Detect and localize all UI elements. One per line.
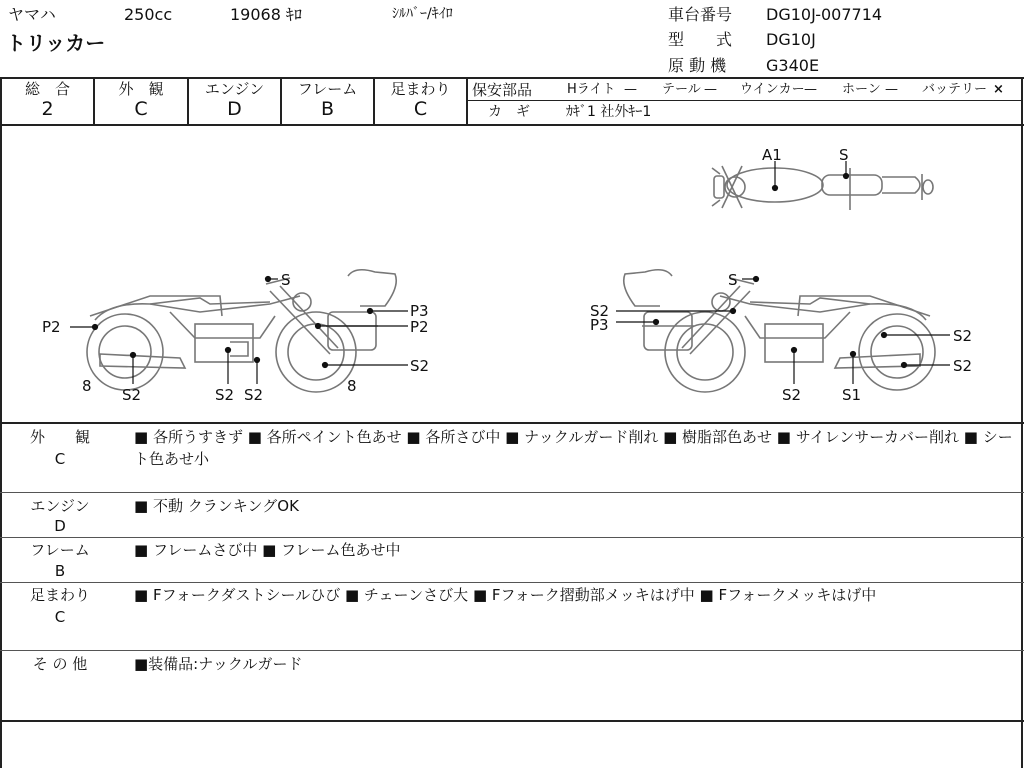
displacement: 250cc <box>124 5 173 24</box>
divider <box>0 582 1024 583</box>
mark-label: S2 <box>953 357 973 375</box>
section-text: ■ フレームさび中 ■ フレーム色あせ中 <box>134 541 401 559</box>
frame-no: DG10J-007714 <box>766 5 883 24</box>
grade-label-exterior: 外 観 <box>118 80 164 98</box>
grade-label-suspension: 足まわり <box>390 80 451 98</box>
engine: G340E <box>766 56 820 75</box>
section-label: エンジン <box>30 497 90 515</box>
section-grade: C <box>54 450 66 468</box>
safety-item-mark: — <box>885 82 898 97</box>
mileage: 19068 ｷﾛ <box>230 5 302 24</box>
engine-label: 原 動 機 <box>668 56 727 75</box>
model-code: DG10J <box>766 30 816 49</box>
mark-label: S2 <box>782 386 802 404</box>
section-text: ■ 不動 クランキングOK <box>134 497 299 515</box>
bike-right-view <box>624 270 935 392</box>
mark-label: P3 <box>410 302 429 320</box>
safety-item-name: ウインカー <box>740 82 805 97</box>
section-text: ■ Fフォークダストシールひび ■ チェーンさび大 ■ Fフォーク摺動部メッキはげ中 ■ Fフォークメッキはげ中 <box>134 586 877 604</box>
key-value: ｶｷﾞ1 社外ｷｰ1 <box>566 104 652 120</box>
damage-diagram <box>0 126 1024 422</box>
safety-item-name: Hライト <box>567 82 616 97</box>
section-label: フレーム <box>30 541 90 559</box>
section-grade: D <box>54 517 66 535</box>
mark-label: S2 <box>215 386 235 404</box>
mark-label: S2 <box>590 302 610 320</box>
safety-item-mark: × <box>993 82 1004 97</box>
divider <box>466 100 1022 101</box>
mark-label: S <box>728 271 738 289</box>
mark-label: S <box>281 271 291 289</box>
divider <box>0 492 1024 493</box>
frame-no-label: 車台番号 <box>668 5 733 24</box>
divider <box>0 422 1024 424</box>
grade-label-overall: 総 合 <box>24 80 70 98</box>
section-grade: C <box>54 608 66 626</box>
section-label: そ の 他 <box>32 655 88 673</box>
divider <box>0 537 1024 538</box>
section-label: 外 観 <box>29 428 90 446</box>
maker: ヤマハ <box>8 5 56 24</box>
grade-label-engine: エンジン <box>204 80 265 98</box>
grade-label-frame: フレーム <box>297 80 358 98</box>
section-grade: B <box>54 562 66 580</box>
mark-label: 8 <box>347 377 357 395</box>
safety-item-name: テール <box>662 82 701 97</box>
key-label: カ ギ <box>488 104 530 120</box>
section-text: ■装備品:ナックルガード <box>134 655 303 673</box>
grade-value-suspension: C <box>413 98 428 120</box>
safety-item-mark: — <box>704 82 717 97</box>
safety-label: 保安部品 <box>472 81 533 99</box>
mark-label: S2 <box>244 386 264 404</box>
mark-label: 8 <box>82 377 92 395</box>
safety-item-name: バッテリー <box>922 82 988 97</box>
grade-value-exterior: C <box>134 98 148 120</box>
mark-label: S2 <box>122 386 142 404</box>
section-text: ■ 各所うすきず ■ 各所ペイント色あせ ■ 各所さび中 ■ ナックルガード削れ ■ 樹脂部色あせ ■ サイレンサーカバー削れ ■ シート色あせ小 <box>134 428 1013 468</box>
mark-label: S2 <box>953 327 973 345</box>
safety-item-name: ホーン <box>842 82 881 97</box>
mark-label: P2 <box>42 318 61 336</box>
grade-value-frame: B <box>320 98 335 120</box>
model-name: トリッカー <box>6 31 106 55</box>
mark-label: S1 <box>842 386 862 404</box>
divider <box>0 720 1024 722</box>
mark-label: A1 <box>762 146 782 164</box>
safety-item-mark: — <box>624 82 637 97</box>
grade-value-overall: 2 <box>41 98 54 120</box>
safety-item-mark: — <box>804 82 817 97</box>
divider <box>466 77 468 125</box>
color: ｼﾙﾊﾞｰ/ｷｲﾛ <box>392 6 453 22</box>
divider <box>0 77 1024 79</box>
mark-label: P3 <box>590 316 609 334</box>
mark-label: S <box>839 146 849 164</box>
grade-value-engine: D <box>227 98 242 120</box>
bike-top-view <box>712 166 933 210</box>
model-code-label: 型 式 <box>668 30 733 49</box>
divider <box>0 650 1024 651</box>
mark-label: P2 <box>410 318 429 336</box>
mark-label: S2 <box>410 357 430 375</box>
section-label: 足まわり <box>29 586 90 604</box>
